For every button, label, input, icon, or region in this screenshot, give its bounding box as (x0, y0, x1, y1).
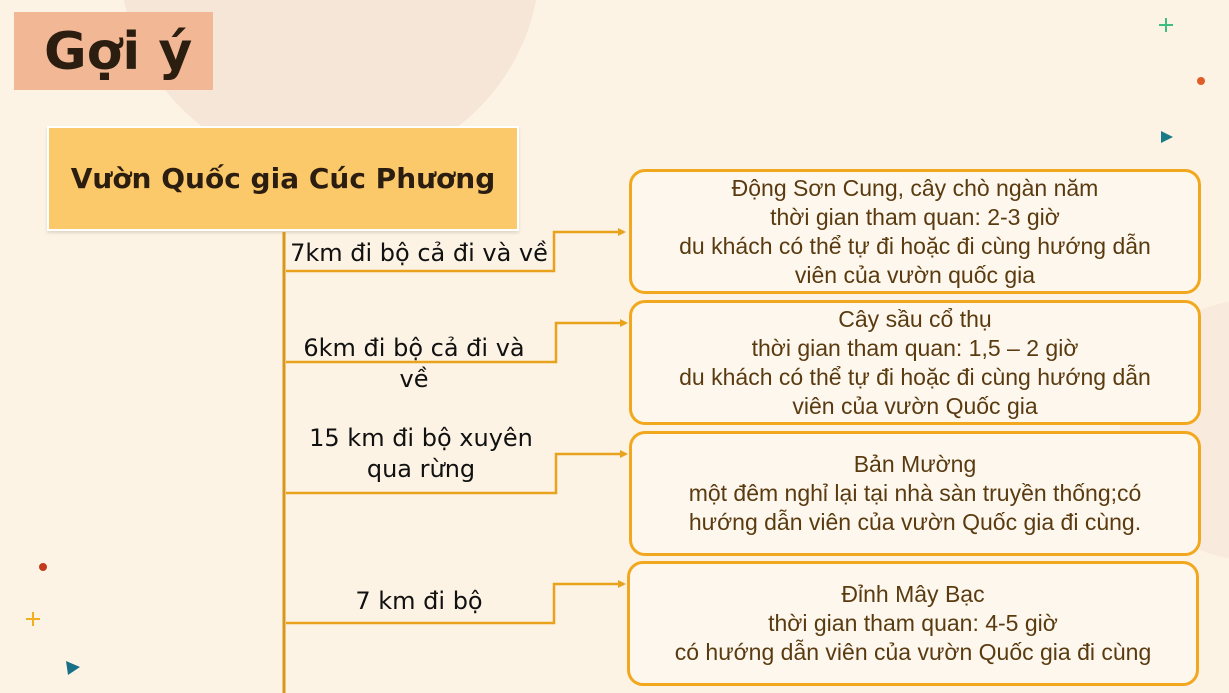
destination-box-4 (627, 561, 1199, 686)
route-label-4: 7 km đi bộ (355, 587, 483, 615)
destination-detail: du khách có thể tự đi hoặc đi cùng hướng dẫn (679, 363, 1151, 390)
destination-box-2 (629, 300, 1201, 425)
triangle-decoration-icon (64, 659, 82, 677)
destination-box-3 (629, 431, 1201, 556)
destination-detail: có hướng dẫn viên của vườn Quốc gia đi cùng (674, 639, 1152, 665)
dot-decoration-icon (38, 562, 48, 572)
destination-detail: du khách có thể tự đi hoặc đi cùng hướng dẫn (679, 232, 1151, 259)
destination-detail: một đêm nghỉ lại tại nhà sàn truyền thống;có (688, 480, 1142, 506)
route-label-3 (290, 423, 552, 485)
route-label-3-line: 15 km đi bộ xuyên (309, 424, 533, 452)
page-title: Gợi ý (44, 22, 193, 82)
destination-title: Bản Mường (853, 451, 977, 477)
route-label-1: 7km đi bộ cả đi và về (290, 239, 548, 267)
dot-decoration-icon (1196, 76, 1206, 86)
destination-detail: thời gian tham quan: 2-3 giờ (770, 203, 1060, 230)
route-label-3-line: qua rừng (366, 455, 476, 483)
destination-detail: viên của vườn quốc gia (794, 261, 1036, 288)
destination-detail: thời gian tham quan: 1,5 – 2 giờ (751, 334, 1079, 361)
route-label-2: 6km đi bộ cả đi và về (303, 334, 525, 393)
root-node-label: Vườn Quốc gia Cúc Phương (70, 162, 496, 195)
plus-sparkle-icon (1158, 17, 1174, 33)
destination-box-1 (629, 169, 1201, 294)
destination-title: Đỉnh Mây Bạc (841, 581, 985, 607)
destination-detail: viên của vườn Quốc gia (792, 392, 1038, 419)
triangle-decoration-icon (1159, 129, 1175, 145)
plus-sparkle-icon (25, 611, 41, 627)
destination-title: Động Sơn Cung, cây chò ngàn năm (731, 174, 1099, 201)
destination-detail: hướng dẫn viên của vườn Quốc gia đi cùng. (688, 509, 1142, 535)
destination-detail: thời gian tham quan: 4-5 giờ (768, 610, 1058, 636)
destination-title: Cây sầu cổ thụ (838, 305, 992, 332)
